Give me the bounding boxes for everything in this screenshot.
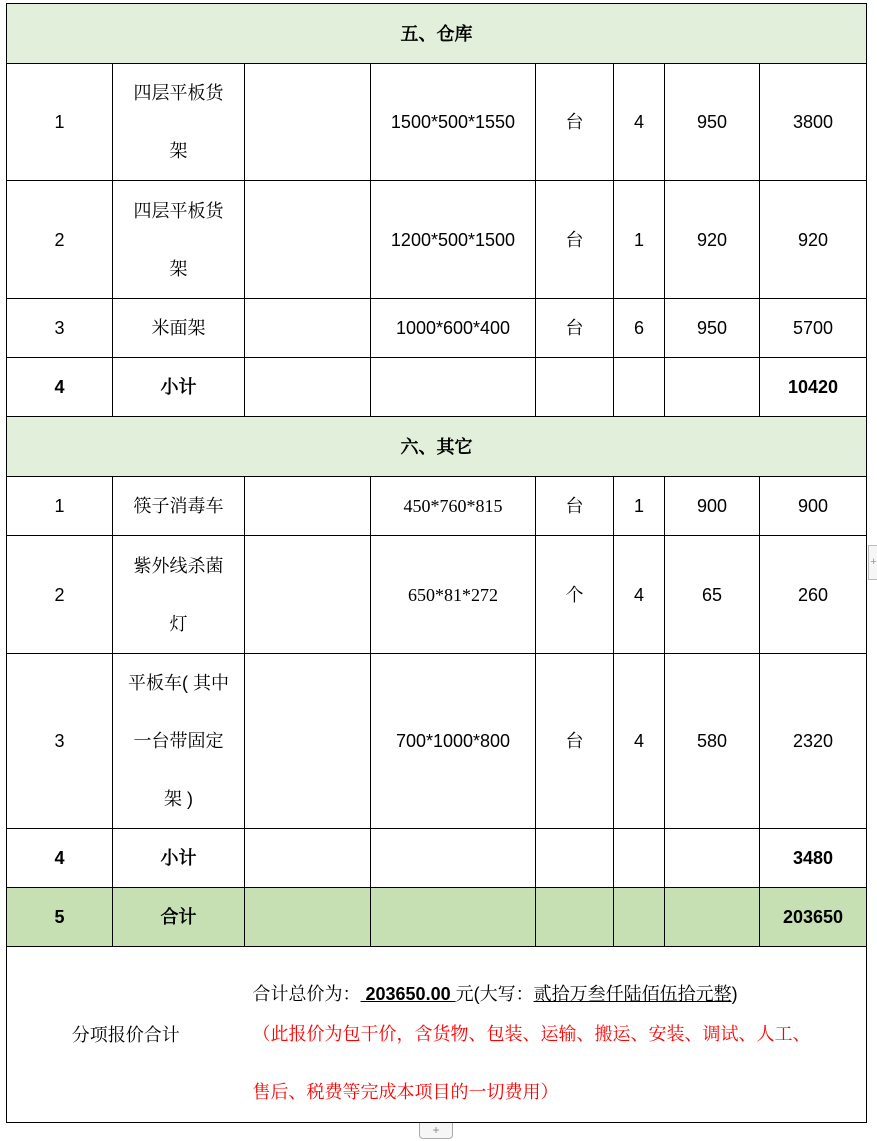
table-row <box>7 64 867 181</box>
price-cell[interactable]: 950 <box>665 299 760 358</box>
qty-cell[interactable]: 4 <box>614 64 665 181</box>
unit-cell[interactable]: 台 <box>536 654 614 829</box>
brand-cell[interactable] <box>245 536 371 654</box>
empty-cell[interactable] <box>245 358 371 417</box>
summary-row <box>7 947 867 1123</box>
subtotal-row <box>7 829 867 888</box>
empty-cell[interactable] <box>371 358 536 417</box>
empty-cell[interactable] <box>614 829 665 888</box>
brand-cell[interactable] <box>245 64 371 181</box>
amount-in-words: 贰拾万叁仟陆佰伍拾元整 <box>533 984 732 1004</box>
price-cell[interactable]: 920 <box>665 181 760 299</box>
row-no[interactable]: 4 <box>7 829 113 888</box>
empty-cell[interactable] <box>245 888 371 947</box>
summary-text-cell[interactable] <box>245 947 867 1123</box>
add-row-button[interactable]: + <box>419 1123 453 1139</box>
empty-cell[interactable] <box>614 358 665 417</box>
qty-cell[interactable]: 1 <box>614 477 665 536</box>
spec-cell[interactable]: 1500*500*1550 <box>371 64 536 181</box>
spec-cell[interactable]: 650*81*272 <box>371 536 536 654</box>
empty-cell[interactable] <box>245 829 371 888</box>
amount-cell[interactable]: 3800 <box>760 64 867 181</box>
item-name[interactable]: 平板车( 其中 一台带固定 架 ) <box>113 654 245 829</box>
item-name[interactable]: 米面架 <box>113 299 245 358</box>
brand-cell[interactable] <box>245 654 371 829</box>
row-no[interactable]: 1 <box>7 477 113 536</box>
empty-cell[interactable] <box>371 829 536 888</box>
amount-cell[interactable]: 2320 <box>760 654 867 829</box>
subtotal-label[interactable]: 小计 <box>113 358 245 417</box>
subtotal-label[interactable]: 小计 <box>113 829 245 888</box>
empty-cell[interactable] <box>536 358 614 417</box>
price-note-line-2: 售后、税费等完成本项目的一切费用） <box>252 1082 559 1102</box>
amount-cell[interactable]: 260 <box>760 536 867 654</box>
subtotal-amount[interactable]: 3480 <box>760 829 867 888</box>
table-row <box>7 181 867 299</box>
grand-total-label[interactable]: 合计 <box>113 888 245 947</box>
brand-cell[interactable] <box>245 299 371 358</box>
price-cell[interactable]: 65 <box>665 536 760 654</box>
qty-cell[interactable]: 6 <box>614 299 665 358</box>
section-title[interactable]: 六、其它 <box>7 417 867 477</box>
empty-cell[interactable] <box>536 829 614 888</box>
item-name[interactable]: 四层平板货 架 <box>113 181 245 299</box>
brand-cell[interactable] <box>245 181 371 299</box>
amount-cell[interactable]: 5700 <box>760 299 867 358</box>
item-name[interactable]: 筷子消毒车 <box>113 477 245 536</box>
item-name[interactable]: 紫外线杀菌 灯 <box>113 536 245 654</box>
brand-cell[interactable] <box>245 477 371 536</box>
qty-cell[interactable]: 1 <box>614 181 665 299</box>
section-header-other <box>7 417 867 477</box>
empty-cell[interactable] <box>665 888 760 947</box>
empty-cell[interactable] <box>665 358 760 417</box>
total-amount: 203650.00 <box>360 984 456 1004</box>
row-no[interactable]: 5 <box>7 888 113 947</box>
section-header-warehouse <box>7 4 867 64</box>
row-no[interactable]: 2 <box>7 536 113 654</box>
section-title[interactable]: 五、仓库 <box>7 4 867 64</box>
empty-cell[interactable] <box>536 888 614 947</box>
spec-cell[interactable]: 450*760*815 <box>371 477 536 536</box>
spec-cell[interactable]: 1200*500*1500 <box>371 181 536 299</box>
subtotal-row <box>7 358 867 417</box>
unit-cell[interactable]: 台 <box>536 181 614 299</box>
row-no[interactable]: 2 <box>7 181 113 299</box>
empty-cell[interactable] <box>665 829 760 888</box>
unit-cell[interactable]: 台 <box>536 299 614 358</box>
total-price-line: 合计总价为： 203650.00 元(大写：贰拾万叁仟陆佰伍拾元整) <box>252 984 738 1004</box>
quotation-table <box>6 3 867 1123</box>
amount-cell[interactable]: 900 <box>760 477 867 536</box>
grand-total-amount[interactable]: 203650 <box>760 888 867 947</box>
summary-label-cell[interactable] <box>7 947 245 1123</box>
grand-total-row <box>7 888 867 947</box>
price-note-line-1: （此报价为包干价，含货物、包装、运输、搬运、安装、调试、人工、 <box>252 1024 811 1044</box>
empty-cell[interactable] <box>614 888 665 947</box>
price-cell[interactable]: 580 <box>665 654 760 829</box>
unit-cell[interactable]: 台 <box>536 64 614 181</box>
summary-label: 分项报价合计 <box>71 1024 180 1045</box>
subtotal-amount[interactable]: 10420 <box>760 358 867 417</box>
row-no[interactable]: 4 <box>7 358 113 417</box>
qty-cell[interactable]: 4 <box>614 536 665 654</box>
price-cell[interactable]: 950 <box>665 64 760 181</box>
table-row <box>7 477 867 536</box>
row-no[interactable]: 3 <box>7 299 113 358</box>
row-no[interactable]: 1 <box>7 64 113 181</box>
empty-cell[interactable] <box>371 888 536 947</box>
amount-cell[interactable]: 920 <box>760 181 867 299</box>
unit-cell[interactable]: 个 <box>536 536 614 654</box>
table-row <box>7 299 867 358</box>
qty-cell[interactable]: 4 <box>614 654 665 829</box>
row-no[interactable]: 3 <box>7 654 113 829</box>
table-row <box>7 536 867 654</box>
spec-cell[interactable]: 700*1000*800 <box>371 654 536 829</box>
item-name[interactable]: 四层平板货 架 <box>113 64 245 181</box>
table-row <box>7 654 867 829</box>
spec-cell[interactable]: 1000*600*400 <box>371 299 536 358</box>
unit-cell[interactable]: 台 <box>536 477 614 536</box>
add-column-button[interactable]: + <box>868 545 877 580</box>
price-cell[interactable]: 900 <box>665 477 760 536</box>
